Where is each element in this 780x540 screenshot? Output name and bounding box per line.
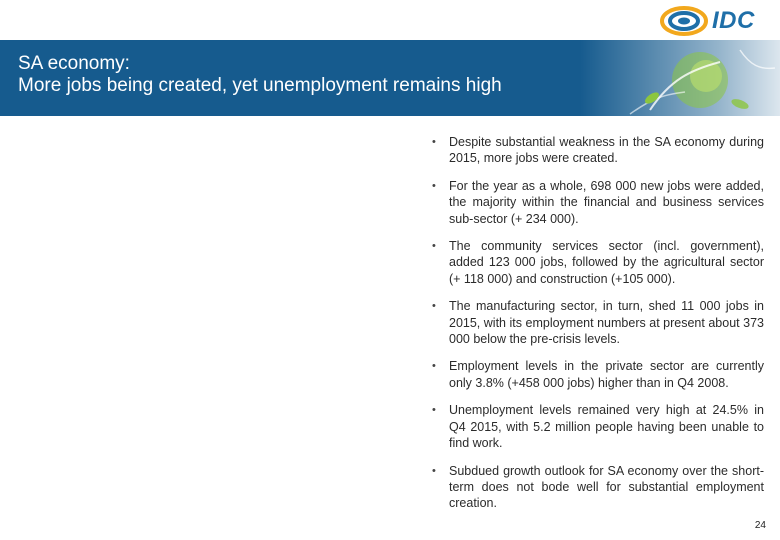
idc-logo bbox=[660, 4, 770, 38]
bullet-icon: • bbox=[432, 136, 436, 148]
bullet-text: Subdued growth outlook for SA economy over the short-term does not bode well for substantial employment creation. bbox=[449, 463, 764, 511]
bullet-text: The manufacturing sector, in turn, shed 11 000 jobs in 2015, with its employment numbers at present about 373 000 below the pre-crisis levels. bbox=[449, 299, 764, 347]
bullet-text: Unemployment levels remained very high at 24.5% in Q4 2015, with 5.2 million people having been unable to find work. bbox=[449, 403, 764, 451]
list-item bbox=[432, 178, 764, 227]
bullet-text: Despite substantial weakness in the SA economy during 2015, more jobs were created. bbox=[449, 135, 764, 166]
bullet-list bbox=[432, 134, 764, 523]
list-item bbox=[432, 358, 764, 391]
bullet-icon: • bbox=[432, 404, 436, 417]
logo-text: IDC bbox=[712, 7, 755, 34]
bullet-icon: • bbox=[432, 464, 436, 477]
title-band bbox=[0, 40, 780, 116]
leaf-decoration-icon bbox=[590, 40, 780, 116]
idc-swirl-icon bbox=[660, 4, 710, 38]
title-line-2: More jobs being created, yet unemployment remains high bbox=[18, 75, 502, 96]
bullet-icon: • bbox=[432, 360, 436, 373]
list-item bbox=[432, 134, 764, 167]
title-line-1: SA economy: bbox=[18, 53, 130, 74]
bullet-text: Employment levels in the private sector are currently only 3.8% (+458 000 jobs) higher than in Q4 2008. bbox=[449, 359, 764, 390]
bullet-icon: • bbox=[432, 240, 436, 253]
list-item bbox=[432, 298, 764, 347]
list-item bbox=[432, 402, 764, 451]
bullet-text: For the year as a whole, 698 000 new jobs were added, the majority within the financial and business services sub-sector (+ 234 000). bbox=[449, 178, 764, 226]
list-item bbox=[432, 238, 764, 287]
bullet-text: The community services sector (incl. government), added 123 000 jobs, followed by the agricultural sector (+ 118 000) and construction (+105 000). bbox=[449, 239, 764, 286]
page-title bbox=[18, 53, 502, 97]
bullet-icon: • bbox=[432, 300, 436, 313]
page-number: 24 bbox=[754, 520, 766, 531]
bullet-icon: • bbox=[432, 179, 436, 192]
list-item bbox=[432, 463, 764, 512]
